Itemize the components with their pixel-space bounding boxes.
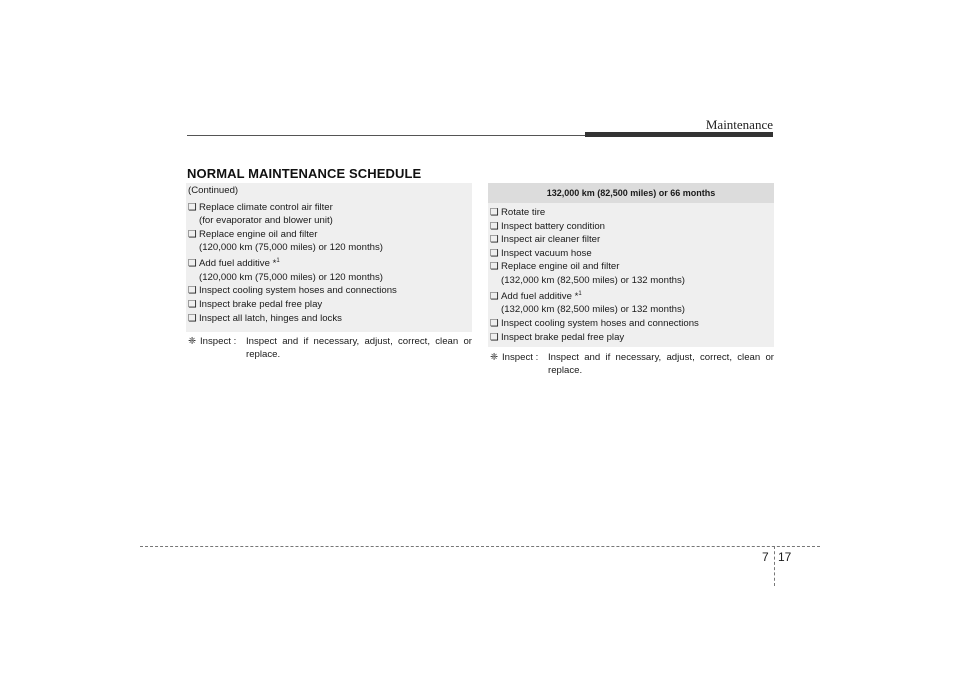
item-subtext: (120,000 km (75,000 miles) or 120 months) [199,242,383,254]
item-text: Inspect air cleaner filter [501,234,601,246]
note-key: Inspect : [502,352,539,363]
list-item [188,312,470,326]
page-divider [774,546,775,586]
left-schedule-list [188,184,470,325]
checkbox-icon: ❑ [188,228,197,240]
checkbox-icon: ❑ [490,207,499,218]
item-text: Inspect battery condition [501,220,605,232]
item-text: Inspect vacuum hose [501,247,592,259]
item-text: Inspect cooling system hoses and connections [501,317,699,329]
checkbox-icon: ❑ [490,317,499,329]
item-text: Inspect brake pedal free play [199,298,323,310]
checkbox-icon: ❑ [188,298,197,310]
list-item [490,331,772,345]
chapter-number: 7 [762,550,769,564]
item-text: Replace engine oil and filter [199,228,318,240]
item-text: Inspect all latch, hinges and locks [199,312,342,324]
note-mark-icon: ❈ [188,336,197,347]
continued-label: (Continued) [188,185,239,196]
section-title: NORMAL MAINTENANCE SCHEDULE [187,166,422,181]
checkbox-icon: ❑ [490,331,499,343]
header-title: Maintenance [705,117,773,132]
item-text: Replace climate control air filter [199,201,333,213]
list-item [490,288,772,304]
header-rule [187,135,587,136]
list-item [490,247,772,261]
checkbox-icon: ❑ [490,247,499,259]
footnote-marker: 1 [578,290,582,297]
right-schedule-heading: 132,000 km (82,500 miles) or 66 months [488,183,774,203]
note-key: Inspect : [200,336,237,347]
item-subtext: (for evaporator and blower unit) [199,215,333,227]
item-text: Inspect brake pedal free play [501,331,625,343]
note-value: Inspect and if necessary, adjust, correct, clean or replace. [246,336,472,360]
item-text: Add fuel additive * [199,258,277,270]
footnote-marker: 1 [276,257,280,264]
list-item [490,317,772,331]
list-item [490,220,772,234]
item-subtext: (132,000 km (82,500 miles) or 132 months) [501,304,685,316]
checkbox-icon: ❑ [188,285,197,297]
note-mark-icon: ❈ [490,352,499,363]
header-rule-accent [585,132,773,137]
list-item [188,284,470,298]
note-value: Inspect and if necessary, adjust, correct, clean or replace. [548,352,774,376]
list-item [188,201,470,215]
item-text: Rotate tire [501,207,546,218]
checkbox-icon: ❑ [490,220,499,232]
page-number: 17 [778,550,792,564]
item-subtext: (120,000 km (75,000 miles) or 120 months) [199,271,383,283]
right-inspect-note [490,351,774,377]
list-item [490,233,772,247]
left-inspect-note [188,335,472,361]
checkbox-icon: ❑ [490,290,499,302]
list-item [188,298,470,312]
checkbox-icon: ❑ [188,201,197,213]
item-text: Add fuel additive * [501,290,579,302]
footer-rule [140,546,820,547]
checkbox-icon: ❑ [188,258,197,270]
checkbox-icon: ❑ [188,312,197,324]
checkbox-icon: ❑ [490,261,499,273]
right-schedule-list [490,206,772,344]
list-item [490,206,772,220]
list-item [490,260,772,274]
list-item [188,228,470,242]
item-text: Replace engine oil and filter [501,261,620,273]
list-item [188,255,470,271]
item-text: Inspect cooling system hoses and connections [199,285,397,297]
item-subtext: (132,000 km (82,500 miles) or 132 months) [501,274,685,286]
checkbox-icon: ❑ [490,234,499,246]
